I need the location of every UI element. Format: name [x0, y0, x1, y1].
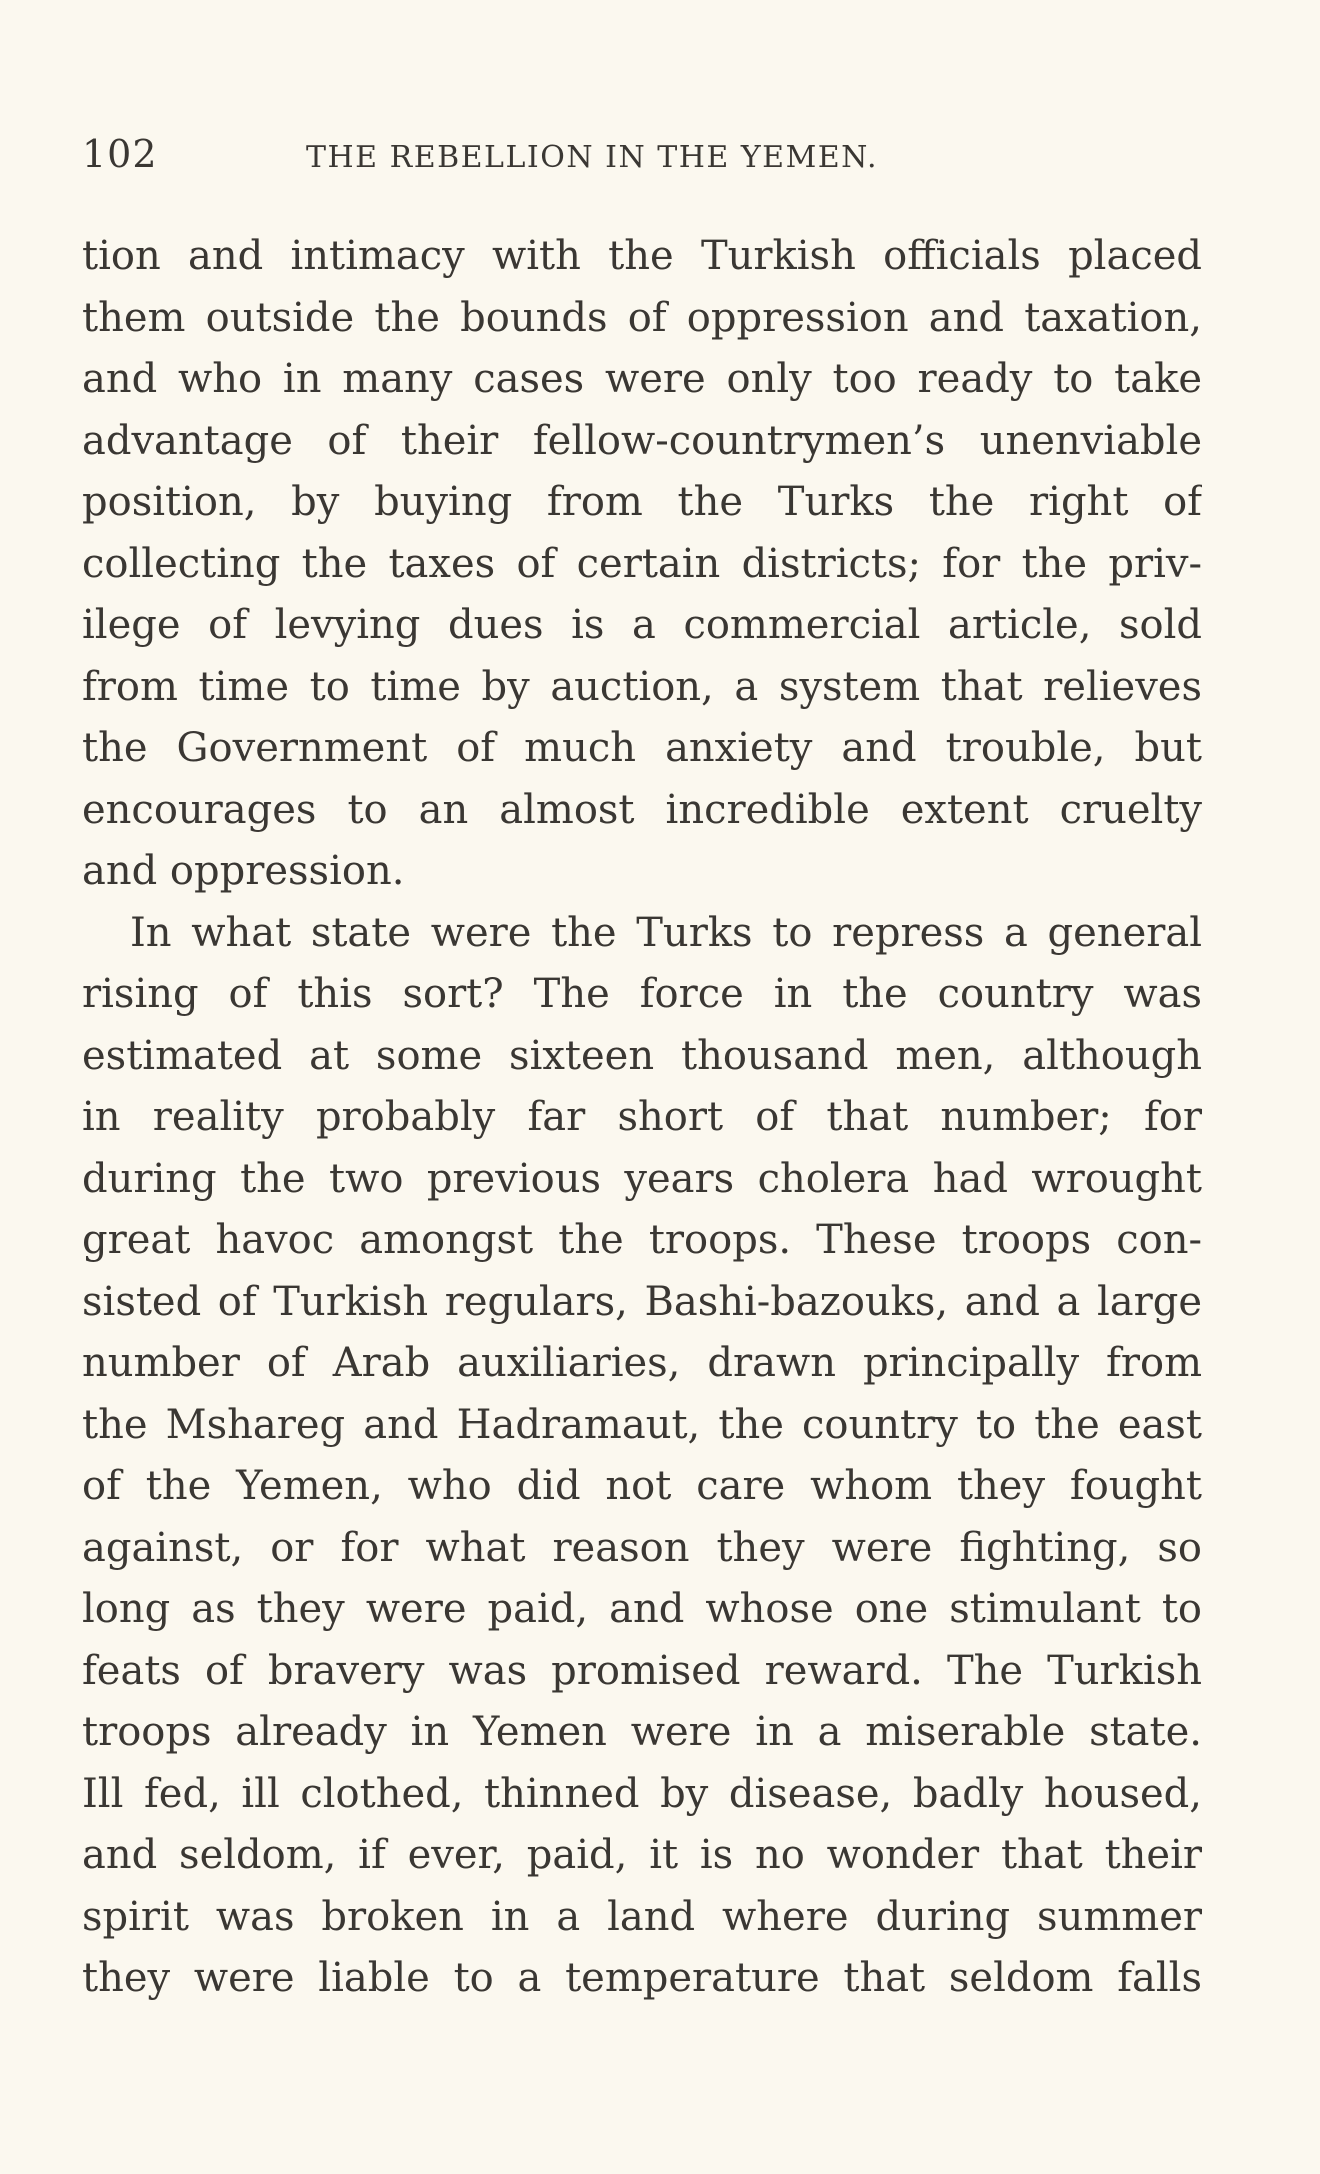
paragraph-end-line: and oppression. [82, 848, 405, 894]
text-line: the Mshareg and Hadramaut, the country to the east [82, 1401, 1202, 1448]
text-line: of the Yemen, who did not care whom they fought [82, 1463, 1202, 1509]
text-line: ilege of levying dues is a commercial article, sold [82, 602, 1202, 648]
text-line: troops already in Yemen were in a miserable state. [82, 1709, 1202, 1755]
text-line: feats of bravery was promised reward. The Turkish [82, 1647, 1202, 1694]
body-text [82, 226, 1202, 2010]
text-line: and seldom, if ever, paid, it is no wonder that their [82, 1832, 1202, 1878]
text-line: estimated at some sixteen thousand men, although [82, 1032, 1202, 1079]
text-line: great havoc amongst the troops. These troops con- [82, 1217, 1202, 1263]
running-title: THE REBELLION IN THE YEMEN. [306, 140, 879, 175]
text-line: long as they were paid, and whose one stimulant to [82, 1586, 1202, 1632]
text-line: advantage of their fellow-countrymen’s unenviable [82, 417, 1202, 464]
text-line: they were liable to a temperature that seldom falls [82, 1955, 1202, 2001]
paragraph-start-line: In what state were the Turks to repress a general [130, 909, 1202, 956]
page-number: 102 [82, 132, 158, 176]
text-line: collecting the taxes of certain districts; for the priv- [82, 540, 1202, 587]
text-line: them outside the bounds of oppression and taxation, [82, 294, 1202, 341]
text-line: encourages to an almost incredible extent cruelty [82, 786, 1202, 833]
text-line: and who in many cases were only too ready to take [82, 356, 1202, 402]
text-line: against, or for what reason they were fighting, so [82, 1524, 1202, 1571]
text-line: during the two previous years cholera had wrought [82, 1155, 1202, 1202]
text-line: sisted of Turkish regulars, Bashi-bazouks, and a large [82, 1278, 1202, 1325]
text-line: number of Arab auxiliaries, drawn principally from [82, 1340, 1202, 1386]
text-line: from time to time by auction, a system that relieves [82, 663, 1202, 710]
page-header [82, 132, 1202, 182]
text-line: spirit was broken in a land where during summer [82, 1893, 1202, 1940]
text-line: position, by buying from the Turks the right of [82, 479, 1202, 525]
text-line: Ill fed, ill clothed, thinned by disease, badly housed, [82, 1770, 1202, 1817]
text-line: rising of this sort? The force in the country was [82, 971, 1202, 1017]
text-line: the Government of much anxiety and trouble, but [82, 725, 1202, 771]
text-line: tion and intimacy with the Turkish officials placed [82, 233, 1202, 279]
text-line: in reality probably far short of that number; for [82, 1094, 1202, 1140]
